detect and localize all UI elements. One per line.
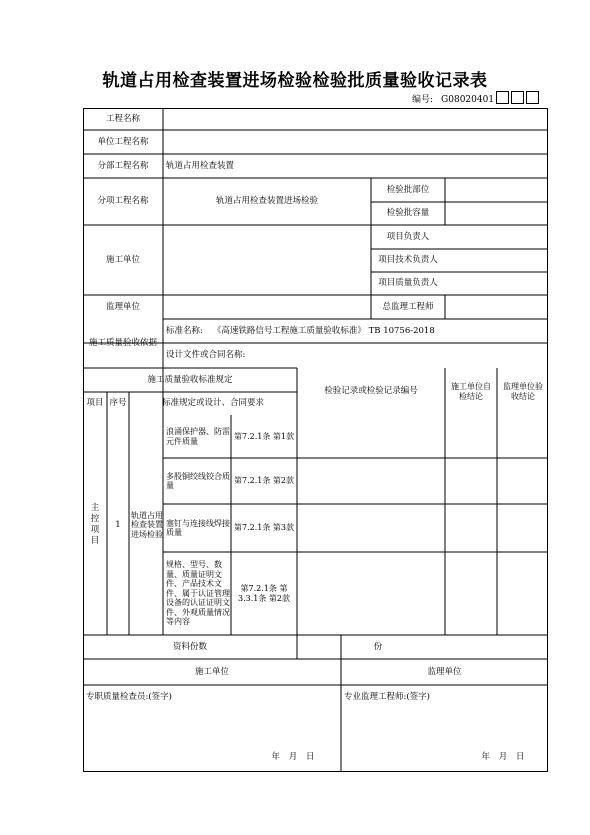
supervisor-value[interactable] [163, 295, 371, 319]
batch-location-value[interactable] [445, 178, 548, 202]
requirement-row-4: 规格、型号、数量、质量证明文件、产品技术文件、属于认证管理设备的认证证明文件、外观质量情况等内容 [166, 560, 230, 627]
clause-row-2: 第7.2.1条 第2款 [234, 476, 294, 486]
item-column-header: 项目 [86, 398, 104, 408]
unit-project-value[interactable] [163, 130, 548, 154]
chief-supervisor-label: 总监理工程师 [382, 301, 434, 312]
contractor-value[interactable] [163, 225, 371, 295]
code-label: 编号: [412, 95, 434, 105]
code-value: G08020401 [441, 95, 495, 105]
batch-location-label: 检验批部位 [386, 184, 430, 195]
code-box-1[interactable] [496, 91, 509, 104]
unit-project-label: 单位工程名称 [97, 136, 149, 147]
requirement-row-2: 多股铜绞线铰合质量 [166, 471, 230, 490]
standard-label: 标准名称: [166, 325, 203, 336]
batch-capacity-value[interactable] [445, 202, 548, 225]
footer-contractor-label: 施工单位 [194, 666, 229, 677]
subject-label: 轨道占用检查装置进场检验 [131, 510, 163, 539]
supervisor-label: 监理单位 [105, 301, 140, 312]
project-manager-value[interactable] [445, 225, 548, 249]
subdivision-value: 轨道占用检查装置进场检验 [215, 196, 318, 206]
project-name-label: 工程名称 [105, 113, 140, 124]
supervisor-result-header: 监理单位验收结论 [503, 382, 543, 401]
footer-supervisor-label: 监理单位 [427, 666, 462, 677]
contractor-date[interactable]: 年 月 日 [271, 751, 315, 762]
basis-label: 施工质量验收依据 [89, 338, 158, 348]
design-doc-label: 设计文件或合同名称: [166, 350, 246, 360]
clause-row-3: 第7.2.1条 第3款 [234, 523, 294, 533]
supervisor-date[interactable]: 年 月 日 [481, 751, 525, 762]
quality-inspector-signature[interactable]: 专职质量检查员:(签字) [86, 691, 172, 702]
project-manager-label: 项目负责人 [386, 231, 430, 242]
tech-manager-value[interactable] [445, 249, 548, 272]
quality-manager-value[interactable] [445, 272, 548, 295]
tech-manager-label: 项目技术负责人 [378, 255, 438, 265]
requirement-row-1: 浪涌保护器、防雷元件质量 [166, 427, 230, 446]
record-row-1[interactable] [297, 415, 445, 458]
supervising-engineer-signature[interactable]: 专业监理工程师:(签字) [344, 691, 430, 702]
spec-header: 施工质量验收标准规定 [147, 374, 233, 385]
record-row-3[interactable] [297, 504, 445, 552]
code-box-2[interactable] [511, 91, 524, 104]
standard-row [163, 319, 548, 343]
quality-manager-label: 项目质量负责人 [378, 278, 438, 288]
record-column-header: 检验记录或检验记录编号 [324, 386, 418, 396]
subdivision-label: 分项工程名称 [97, 196, 149, 206]
division-value: 轨道占用检查装置 [166, 160, 235, 171]
requirement-row-3: 塞钉与连接线焊接质量 [166, 518, 230, 537]
record-row-4[interactable] [297, 552, 445, 635]
doc-count-value[interactable] [297, 635, 417, 659]
seq-column-header: 序号 [109, 398, 127, 408]
document-code [412, 92, 494, 105]
item-label: 主控项目 [90, 503, 100, 546]
division-label: 分部工程名称 [97, 160, 149, 171]
project-name-value[interactable] [163, 108, 548, 130]
document-title: 轨道占用检查装置进场检验检验批质量验收记录表 [102, 71, 488, 91]
clause-row-1: 第7.2.1条 第1款 [234, 431, 294, 441]
seq-value: 1 [115, 519, 121, 530]
clause-row-4: 第7.2.1条 第3.3.1条 第2款 [238, 584, 290, 603]
contractor-label: 施工单位 [105, 254, 140, 265]
contractor-result-header: 施工单位自检结论 [451, 382, 491, 401]
standard-value: 《高速铁路信号工程施工质量验收标准》 TB 10756-2018 [212, 325, 435, 336]
code-box-3[interactable] [526, 91, 539, 104]
requirement-column-header: 标准规定或设计、合同要求 [161, 398, 264, 408]
record-row-2[interactable] [297, 458, 445, 504]
doc-count-unit: 份 [373, 641, 383, 652]
doc-count-label: 资料份数 [172, 641, 207, 652]
batch-capacity-label: 检验批容量 [386, 208, 430, 218]
chief-supervisor-value[interactable] [445, 295, 548, 319]
